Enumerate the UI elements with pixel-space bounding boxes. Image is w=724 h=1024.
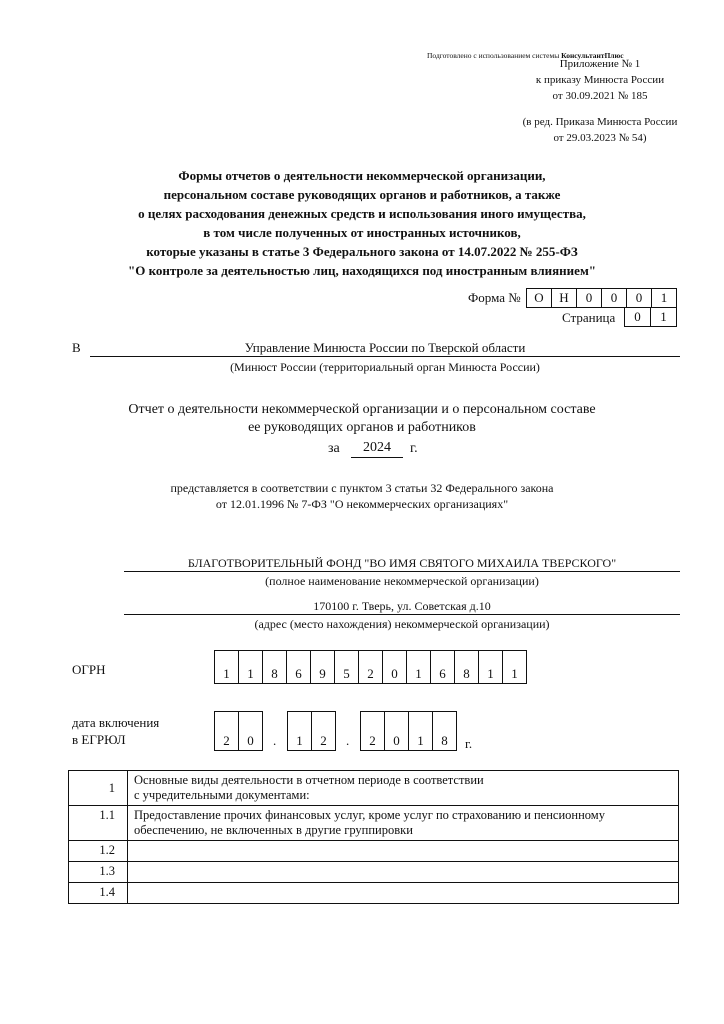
ogrn-digit-cell: 5 bbox=[334, 650, 359, 684]
organization-address: 170100 г. Тверь, ул. Советская д.10 bbox=[313, 599, 491, 613]
recipient-underline bbox=[90, 356, 680, 357]
report-year: 2024 bbox=[363, 440, 391, 455]
report-title-line-2: ее руководящих органов и работников bbox=[248, 420, 476, 435]
document-title bbox=[0, 166, 724, 280]
ogrn-digit-cell: 9 bbox=[310, 650, 335, 684]
appendix-header bbox=[500, 56, 700, 146]
activity-num: 1.3 bbox=[69, 862, 128, 883]
title-line-2: персональном составе руководящих органов и работников, а также bbox=[163, 187, 561, 202]
appendix-line-1: Приложение № 1 bbox=[559, 58, 641, 70]
table-row bbox=[69, 806, 679, 841]
title-line-1: Формы отчетов о деятельности некоммерческой организации, bbox=[178, 168, 546, 183]
activity-line-1: Предоставление прочих финансовых услуг, кроме услуг по страхованию и пенсионному bbox=[134, 808, 605, 822]
activity-text bbox=[128, 862, 679, 883]
egrul-day-cells bbox=[215, 711, 263, 751]
form-code-cell: 0 bbox=[601, 288, 627, 308]
appendix-line-3: от 30.09.2021 № 185 bbox=[552, 90, 648, 102]
activities-header-num: 1 bbox=[69, 771, 128, 806]
egrul-year-cell: 1 bbox=[408, 711, 433, 751]
egrul-day-cell: 0 bbox=[238, 711, 263, 751]
prepared-note-prefix: Подготовлено с использованием системы bbox=[427, 51, 562, 60]
activity-text bbox=[128, 841, 679, 862]
egrul-label-line-1: дата включения bbox=[72, 715, 160, 730]
page-number-cell: 1 bbox=[650, 307, 677, 327]
page-number-label: Страница bbox=[562, 310, 616, 325]
report-year-underline bbox=[351, 457, 403, 458]
ogrn-digit-cell: 1 bbox=[502, 650, 527, 684]
ogrn-digit-cell: 1 bbox=[214, 650, 239, 684]
egrul-month-cell: 1 bbox=[287, 711, 312, 751]
activities-header-line-1: Основные виды деятельности в отчетном периоде в соответствии bbox=[134, 773, 484, 787]
ogrn-digit-cell: 8 bbox=[262, 650, 287, 684]
prepared-note-brand: КонсультантПлюс bbox=[561, 51, 624, 60]
egrul-dot: . bbox=[346, 733, 350, 748]
egrul-year-cells bbox=[361, 711, 457, 751]
table-row bbox=[69, 862, 679, 883]
organization-name-caption: (полное наименование некоммерческой организации) bbox=[265, 574, 539, 588]
title-line-5: которые указаны в статье 3 Федерального закона от 14.07.2022 № 255-ФЗ bbox=[146, 244, 578, 259]
form-code-cell: 0 bbox=[576, 288, 602, 308]
egrul-year-cell: 2 bbox=[360, 711, 385, 751]
activities-header-line-2: с учредительными документами: bbox=[134, 788, 310, 802]
activity-num: 1.4 bbox=[69, 883, 128, 904]
egrul-year-cell: 0 bbox=[384, 711, 409, 751]
recipient-caption: (Минюст России (территориальный орган Минюста России) bbox=[230, 360, 540, 374]
organization-name: БЛАГОТВОРИТЕЛЬНЫЙ ФОНД "ВО ИМЯ СВЯТОГО МИХАИЛА ТВЕРСКОГО" bbox=[187, 556, 617, 570]
report-year-suffix: г. bbox=[410, 441, 418, 456]
recipient-value: Управление Минюста России по Тверской области bbox=[244, 340, 526, 355]
egrul-year-cell: 8 bbox=[432, 711, 457, 751]
title-line-3: о целях расходования денежных средств и использования иного имущества, bbox=[138, 206, 586, 221]
ogrn-digit-cell: 6 bbox=[430, 650, 455, 684]
activities-header-text bbox=[128, 771, 679, 806]
organization-address-caption: (адрес (место нахождения) некоммерческой организации) bbox=[254, 617, 550, 631]
form-code-cell: 1 bbox=[651, 288, 677, 308]
activity-num: 1.2 bbox=[69, 841, 128, 862]
basis-line-2: от 12.01.1996 № 7-ФЗ "О некоммерческих организациях" bbox=[215, 497, 509, 511]
egrul-year-suffix: г. bbox=[465, 736, 473, 751]
ogrn-digit-cell: 2 bbox=[358, 650, 383, 684]
egrul-dot: . bbox=[273, 733, 277, 748]
title-line-4: в том числе полученных от иностранных источников, bbox=[203, 225, 521, 240]
report-year-prefix: за bbox=[328, 441, 340, 456]
ogrn-label: ОГРН bbox=[72, 662, 106, 677]
egrul-month-cells bbox=[288, 711, 336, 751]
egrul-month-cell: 2 bbox=[311, 711, 336, 751]
egrul-day-cell: 2 bbox=[214, 711, 239, 751]
title-line-6: "О контроле за деятельностью лиц, находящихся под иностранным влиянием" bbox=[127, 263, 597, 278]
page-number-cell: 0 bbox=[624, 307, 651, 327]
ogrn-cells bbox=[215, 650, 527, 684]
ogrn-digit-cell: 8 bbox=[454, 650, 479, 684]
form-number-label: Форма № bbox=[468, 290, 521, 305]
activities-table bbox=[68, 770, 679, 904]
table-row bbox=[69, 883, 679, 904]
ogrn-digit-cell: 6 bbox=[286, 650, 311, 684]
activity-text bbox=[128, 883, 679, 904]
table-row bbox=[69, 841, 679, 862]
appendix-line-2: к приказу Минюста России bbox=[535, 74, 665, 86]
ogrn-digit-cell: 0 bbox=[382, 650, 407, 684]
ogrn-digit-cell: 1 bbox=[478, 650, 503, 684]
organization-name-underline bbox=[124, 571, 680, 572]
form-number-cells bbox=[527, 288, 677, 308]
activity-text bbox=[128, 806, 679, 841]
report-title-line-1: Отчет о деятельности некоммерческой организации и о персональном составе bbox=[128, 402, 596, 417]
appendix-line-4: (в ред. Приказа Минюста России bbox=[522, 116, 678, 128]
organization-address-underline bbox=[124, 614, 680, 615]
basis-line-1: представляется в соответствии с пунктом 3 статьи 32 Федерального закона bbox=[170, 481, 554, 495]
activity-line-2: обеспечению, не включенных в другие группировки bbox=[134, 823, 413, 837]
page-number-cells bbox=[625, 307, 677, 327]
form-code-cell: 0 bbox=[626, 288, 652, 308]
ogrn-digit-cell: 1 bbox=[238, 650, 263, 684]
appendix-line-5: от 29.03.2023 № 54) bbox=[553, 132, 647, 144]
egrul-label-line-2: в ЕГРЮЛ bbox=[72, 732, 126, 747]
recipient-prefix: В bbox=[72, 340, 81, 355]
ogrn-digit-cell: 1 bbox=[406, 650, 431, 684]
activity-num: 1.1 bbox=[69, 806, 128, 841]
form-code-cell: Н bbox=[551, 288, 577, 308]
table-row bbox=[69, 771, 679, 806]
form-code-cell: О bbox=[526, 288, 552, 308]
